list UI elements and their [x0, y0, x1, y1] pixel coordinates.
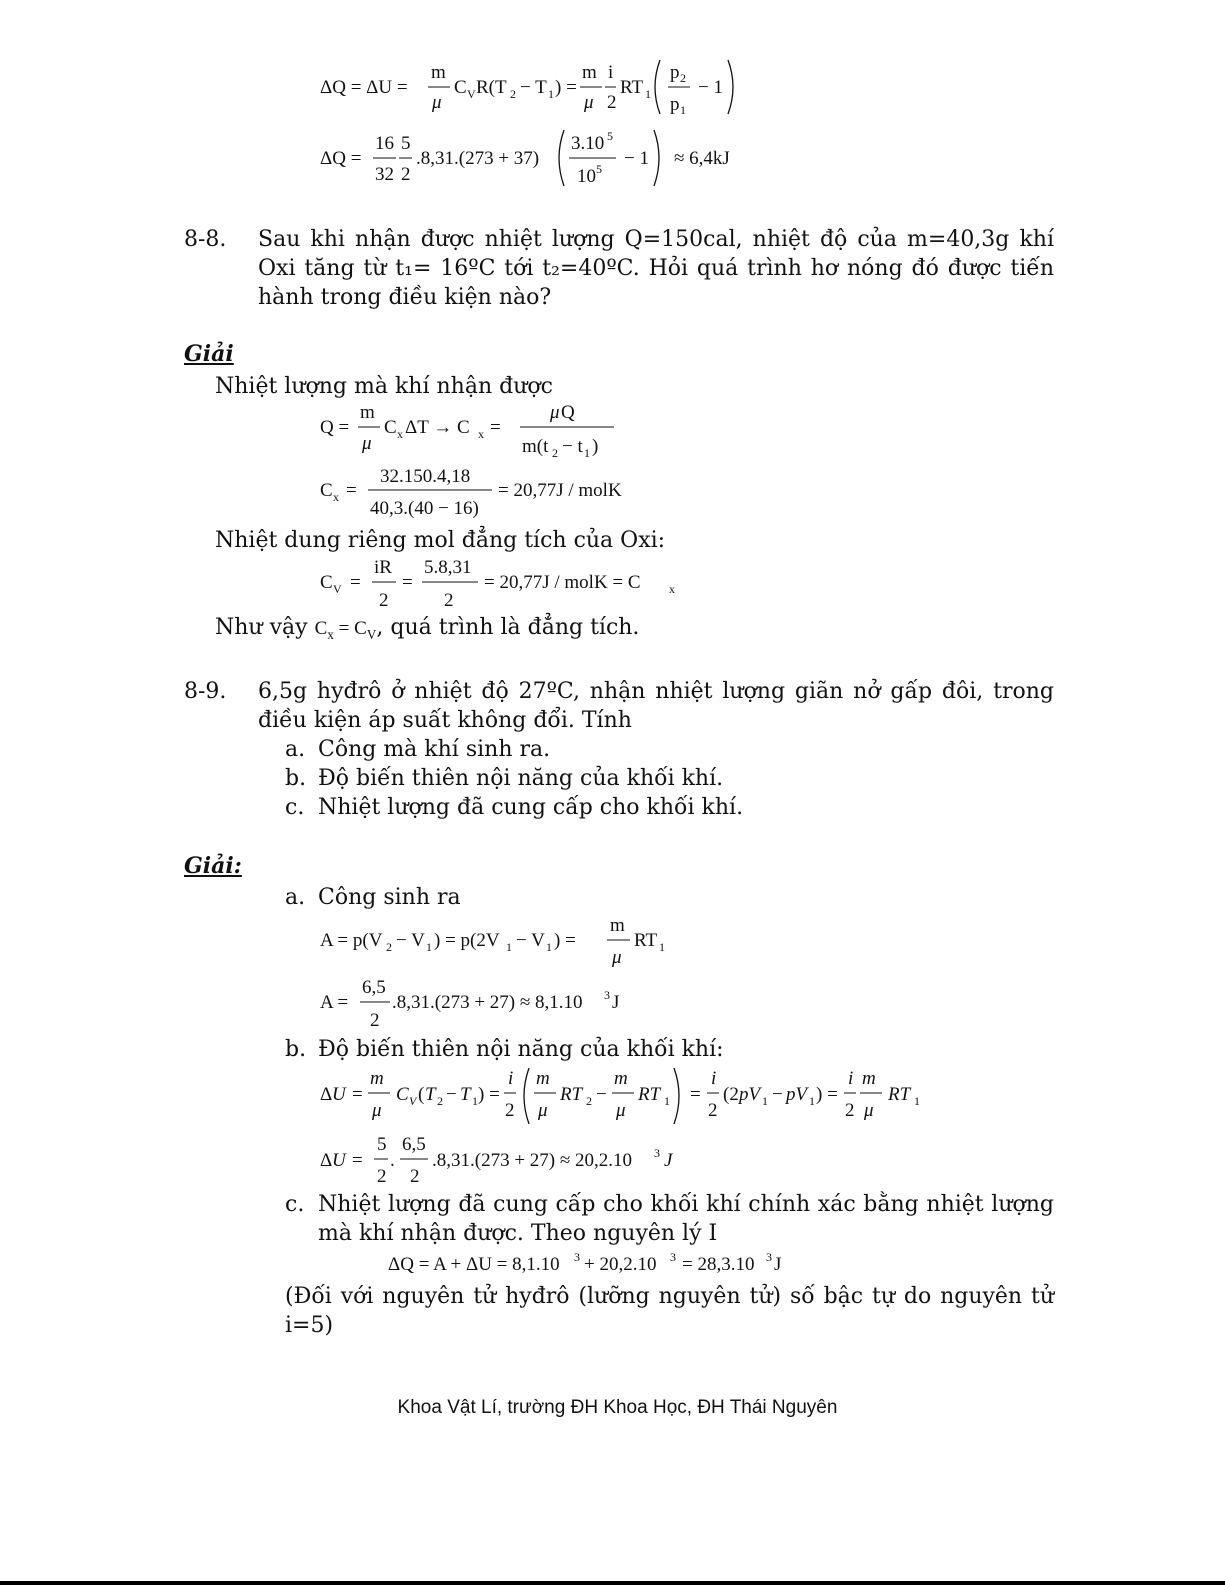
solution-heading-8-9: Giải:	[184, 853, 242, 879]
svg-text:2: 2	[377, 1166, 387, 1187]
svg-text:1: 1	[809, 1094, 815, 1108]
equation-8-8-3-graphic	[318, 554, 698, 614]
svg-text:40,3.(40 − 16): 40,3.(40 − 16)	[370, 498, 479, 519]
svg-text:ΔQ =: ΔQ =	[320, 148, 362, 169]
equation-8-8-2	[318, 462, 678, 526]
svg-text:= 20,77J / molK = C: = 20,77J / molK = C	[484, 572, 641, 593]
svg-text:=: =	[352, 1150, 363, 1171]
svg-text:C: C	[454, 77, 467, 98]
svg-text:2: 2	[680, 71, 686, 85]
svg-text:A = p(V: A = p(V	[320, 930, 383, 951]
svg-text:i: i	[848, 1068, 854, 1089]
svg-text:=: =	[346, 480, 357, 501]
svg-text:=: =	[352, 1084, 363, 1105]
equation-top-1	[318, 56, 778, 124]
svg-text:R(T: R(T	[476, 77, 507, 98]
svg-text:μ: μ	[550, 402, 560, 423]
equation-8-8-1-graphic	[318, 400, 638, 462]
svg-text:2: 2	[401, 164, 411, 185]
equation-8-9-b1	[318, 1064, 978, 1132]
solution-heading-8-8: Giải	[184, 341, 234, 367]
problem-8-9-item-label: b.	[285, 766, 307, 791]
svg-text:C: C	[320, 572, 333, 593]
svg-text:1: 1	[426, 940, 432, 954]
svg-text:3: 3	[574, 1250, 580, 1264]
equation-top-2	[318, 126, 778, 196]
svg-text:C: C	[396, 1084, 409, 1105]
svg-text:μ: μ	[362, 433, 372, 454]
svg-text:16: 16	[375, 133, 394, 154]
svg-text:1: 1	[659, 940, 665, 954]
svg-text:μ: μ	[612, 947, 622, 968]
svg-text:): )	[592, 436, 599, 457]
solution-8-8-conclusion: Như vậy $C_x = C_V$, quá trình là đẳng tích.	[215, 615, 640, 642]
problem-8-8-text: Sau khi nhận được nhiệt lượng Q=150cal, nhiệt độ của m=40,3g khí Oxi tăng từ t₁= 16ºC tới t₂=40ºC. Hỏi quá trình hơ nóng đó được tiến hành trong điều kiện nào?	[258, 227, 1054, 310]
svg-text:5.8,31: 5.8,31	[424, 557, 472, 578]
svg-text:RT: RT	[638, 1084, 661, 1105]
svg-text:32: 32	[375, 164, 394, 185]
problem-8-9-item-text: Độ biến thiên nội năng của khối khí.	[318, 766, 724, 791]
svg-text:U: U	[332, 1150, 346, 1171]
svg-text:J: J	[664, 1150, 673, 1171]
svg-text:2: 2	[444, 590, 454, 611]
equation-8-9-a1-graphic	[318, 912, 698, 972]
svg-text:Δ: Δ	[320, 1150, 333, 1171]
svg-text:ΔQ = ΔU =: ΔQ = ΔU =	[320, 77, 408, 98]
svg-text:RT: RT	[634, 930, 658, 951]
svg-text:+ 20,2.10: + 20,2.10	[584, 1254, 657, 1275]
page-footer: Khoa Vật Lí, trường ĐH Khoa Học, ĐH Thái Nguyên	[397, 1397, 838, 1418]
svg-text:μ: μ	[584, 92, 594, 113]
svg-text:μ: μ	[864, 1100, 874, 1121]
svg-text:32.150.4,18: 32.150.4,18	[380, 466, 471, 487]
solution-8-9-c-text: Nhiệt lượng đã cung cấp cho khối khí chính xác bằng nhiệt lượng mà khí nhận được. Theo nguyên lý I	[318, 1192, 1054, 1246]
equation-8-8-3	[318, 554, 698, 618]
svg-text:T: T	[460, 1084, 471, 1105]
svg-text:− 1: − 1	[698, 77, 723, 98]
svg-text:2: 2	[552, 446, 558, 460]
svg-text:2: 2	[386, 940, 392, 954]
svg-text:− V: − V	[516, 930, 545, 951]
svg-text:1: 1	[914, 1094, 920, 1108]
svg-text:μ: μ	[538, 1100, 548, 1121]
svg-text:1: 1	[762, 1094, 768, 1108]
svg-text:=: =	[690, 1084, 701, 1105]
page-bottom-border	[0, 1581, 1225, 1585]
svg-text:2: 2	[410, 1166, 420, 1187]
svg-text:C: C	[320, 480, 333, 501]
equation-8-9-a2-graphic	[318, 974, 678, 1036]
svg-text:i: i	[508, 1068, 514, 1089]
svg-text:.8,31.(273 + 27) ≈ 20,2.10: .8,31.(273 + 27) ≈ 20,2.10	[432, 1150, 633, 1171]
svg-text:− V: − V	[396, 930, 425, 951]
svg-text:) =: ) =	[478, 1084, 500, 1105]
svg-text:3: 3	[654, 1146, 660, 1160]
svg-text:(: (	[418, 1084, 425, 1105]
svg-text:pV: pV	[739, 1084, 761, 1105]
svg-text:2: 2	[510, 87, 516, 101]
svg-text:m: m	[360, 402, 375, 423]
equation-8-9-c-graphic	[388, 1250, 828, 1278]
svg-text:.8,31.(273 + 27) ≈ 8,1.10: .8,31.(273 + 27) ≈ 8,1.10	[392, 992, 583, 1013]
svg-text:μ: μ	[616, 1100, 626, 1121]
solution-8-9-b-text: Độ biến thiên nội năng của khối khí:	[318, 1037, 724, 1062]
svg-text:− T: − T	[520, 77, 547, 98]
svg-text:i: i	[711, 1068, 717, 1089]
svg-text:p: p	[670, 94, 680, 115]
svg-text:2: 2	[708, 1100, 718, 1121]
svg-text:5: 5	[596, 162, 602, 176]
svg-text:Q =: Q =	[320, 417, 350, 438]
svg-text:−: −	[446, 1084, 457, 1105]
svg-text:3: 3	[670, 1250, 676, 1264]
problem-8-9-number: 8-9.	[184, 679, 227, 704]
svg-text:2: 2	[370, 1010, 380, 1031]
svg-text:= 20,77J / molK: = 20,77J / molK	[498, 480, 622, 501]
svg-text:−: −	[772, 1084, 783, 1105]
svg-text:p: p	[670, 62, 680, 83]
svg-text:T: T	[425, 1084, 436, 1105]
svg-text:3.10: 3.10	[571, 133, 605, 154]
svg-text:μ: μ	[372, 1100, 382, 1121]
svg-text:2: 2	[379, 590, 389, 611]
equation-8-9-b1-graphic	[318, 1064, 978, 1128]
svg-text:=: =	[350, 572, 361, 593]
solution-8-9-a-text: Công sinh ra	[318, 885, 461, 910]
svg-text:) = p(2V: ) = p(2V	[434, 930, 500, 951]
solution-8-8-cv-line: Nhiệt dung riêng mol đẳng tích của Oxi:	[215, 528, 666, 553]
problem-8-8-number: 8-8.	[184, 227, 227, 252]
svg-text:5: 5	[401, 133, 411, 154]
svg-text:x: x	[669, 582, 675, 596]
svg-text:C: C	[384, 417, 397, 438]
svg-text:μ: μ	[432, 92, 442, 113]
svg-text:) =: ) =	[554, 930, 576, 951]
svg-text:.: .	[390, 1150, 395, 1171]
problem-8-9-item-text: Công mà khí sinh ra.	[318, 737, 551, 762]
svg-text:Δ: Δ	[320, 1084, 333, 1105]
equation-8-9-a2	[318, 974, 678, 1040]
svg-text:A =: A =	[320, 992, 349, 1013]
svg-text:V: V	[409, 1094, 417, 1108]
svg-text:6,5: 6,5	[402, 1134, 426, 1155]
equation-8-9-b2-graphic	[318, 1130, 718, 1192]
svg-text:5: 5	[377, 1134, 387, 1155]
svg-text:x: x	[333, 490, 339, 504]
equation-8-8-1	[318, 400, 638, 466]
svg-text:.8,31.(273 + 37): .8,31.(273 + 37)	[416, 148, 540, 169]
svg-text:− t: − t	[562, 436, 583, 457]
svg-text:V: V	[333, 582, 342, 596]
svg-text:m: m	[862, 1068, 876, 1089]
svg-text:10: 10	[577, 166, 596, 187]
svg-text:x: x	[478, 427, 484, 441]
svg-text:1: 1	[548, 87, 554, 101]
svg-text:m: m	[582, 62, 597, 83]
svg-text:1: 1	[645, 87, 651, 101]
svg-text:RT: RT	[620, 77, 644, 98]
svg-text:) =: ) =	[816, 1084, 838, 1105]
svg-text:−: −	[596, 1084, 607, 1105]
svg-text:m: m	[614, 1068, 628, 1089]
svg-text:x: x	[397, 427, 403, 441]
svg-text:2: 2	[845, 1100, 855, 1121]
svg-text:RT: RT	[888, 1084, 911, 1105]
svg-text:3: 3	[604, 988, 610, 1002]
problem-8-9-item-label: a.	[285, 737, 306, 762]
svg-text:J: J	[612, 992, 620, 1013]
problem-8-9-item-label: c.	[285, 795, 305, 820]
solution-8-8-intro: Nhiệt lượng mà khí nhận được	[215, 374, 553, 399]
svg-text:− 1: − 1	[624, 148, 649, 169]
svg-text:iR: iR	[374, 557, 392, 578]
equation-top-1-graphic	[318, 56, 778, 120]
svg-text:m(t: m(t	[522, 436, 549, 457]
svg-text:m: m	[536, 1068, 550, 1089]
svg-text:Q: Q	[561, 402, 575, 423]
equation-8-8-2-graphic	[318, 462, 678, 522]
equation-top-2-graphic	[318, 126, 778, 192]
svg-text:i: i	[608, 62, 614, 83]
svg-text:U: U	[332, 1084, 346, 1105]
svg-text:1: 1	[680, 103, 686, 117]
svg-text:RT: RT	[560, 1084, 583, 1105]
svg-text:) =: ) =	[555, 77, 577, 98]
svg-text:(2: (2	[723, 1084, 739, 1105]
equation-8-9-c	[388, 1250, 828, 1282]
svg-text:1: 1	[472, 1094, 478, 1108]
svg-text:2: 2	[586, 1094, 592, 1108]
svg-text:1: 1	[546, 940, 552, 954]
svg-text:≈ 6,4kJ: ≈ 6,4kJ	[674, 148, 730, 169]
solution-8-9-b-label: b.	[285, 1037, 307, 1062]
svg-text:=: =	[402, 572, 413, 593]
svg-text:ΔQ = A + ΔU = 8,1.10: ΔQ = A + ΔU = 8,1.10	[388, 1254, 560, 1275]
svg-text:1: 1	[506, 940, 512, 954]
svg-text:=: =	[490, 417, 501, 438]
problem-8-9-item-text: Nhiệt lượng đã cung cấp cho khối khí.	[318, 795, 744, 820]
svg-text:m: m	[431, 62, 446, 83]
svg-text:2: 2	[437, 1094, 443, 1108]
svg-text:5: 5	[607, 129, 613, 143]
svg-text:m: m	[610, 915, 625, 936]
problem-8-9-text: 6,5g hyđrô ở nhiệt độ 27ºC, nhận nhiệt lượng giãn nở gấp đôi, trong điều kiện áp suất không đổi. Tính	[258, 679, 1054, 733]
svg-text:2: 2	[607, 92, 617, 113]
svg-text:ΔT → C: ΔT → C	[405, 417, 470, 438]
solution-8-9-a-label: a.	[285, 885, 306, 910]
equation-8-9-b2	[318, 1130, 718, 1196]
svg-text:pV: pV	[786, 1084, 808, 1105]
svg-text:m: m	[370, 1068, 384, 1089]
solution-8-9-note: (Đối với nguyên tử hyđrô (lưỡng nguyên tử) số bậc tự do nguyên tử i=5)	[285, 1284, 1054, 1338]
svg-text:1: 1	[584, 446, 590, 460]
svg-text:1: 1	[664, 1094, 670, 1108]
svg-text:V: V	[467, 87, 476, 101]
equation-8-9-a1	[318, 912, 698, 976]
svg-text:J: J	[774, 1254, 782, 1275]
svg-text:3: 3	[766, 1250, 772, 1264]
svg-text:= 28,3.10: = 28,3.10	[682, 1254, 755, 1275]
svg-text:6,5: 6,5	[362, 977, 386, 998]
solution-8-9-c-label: c.	[285, 1192, 305, 1217]
svg-text:2: 2	[505, 1100, 515, 1121]
